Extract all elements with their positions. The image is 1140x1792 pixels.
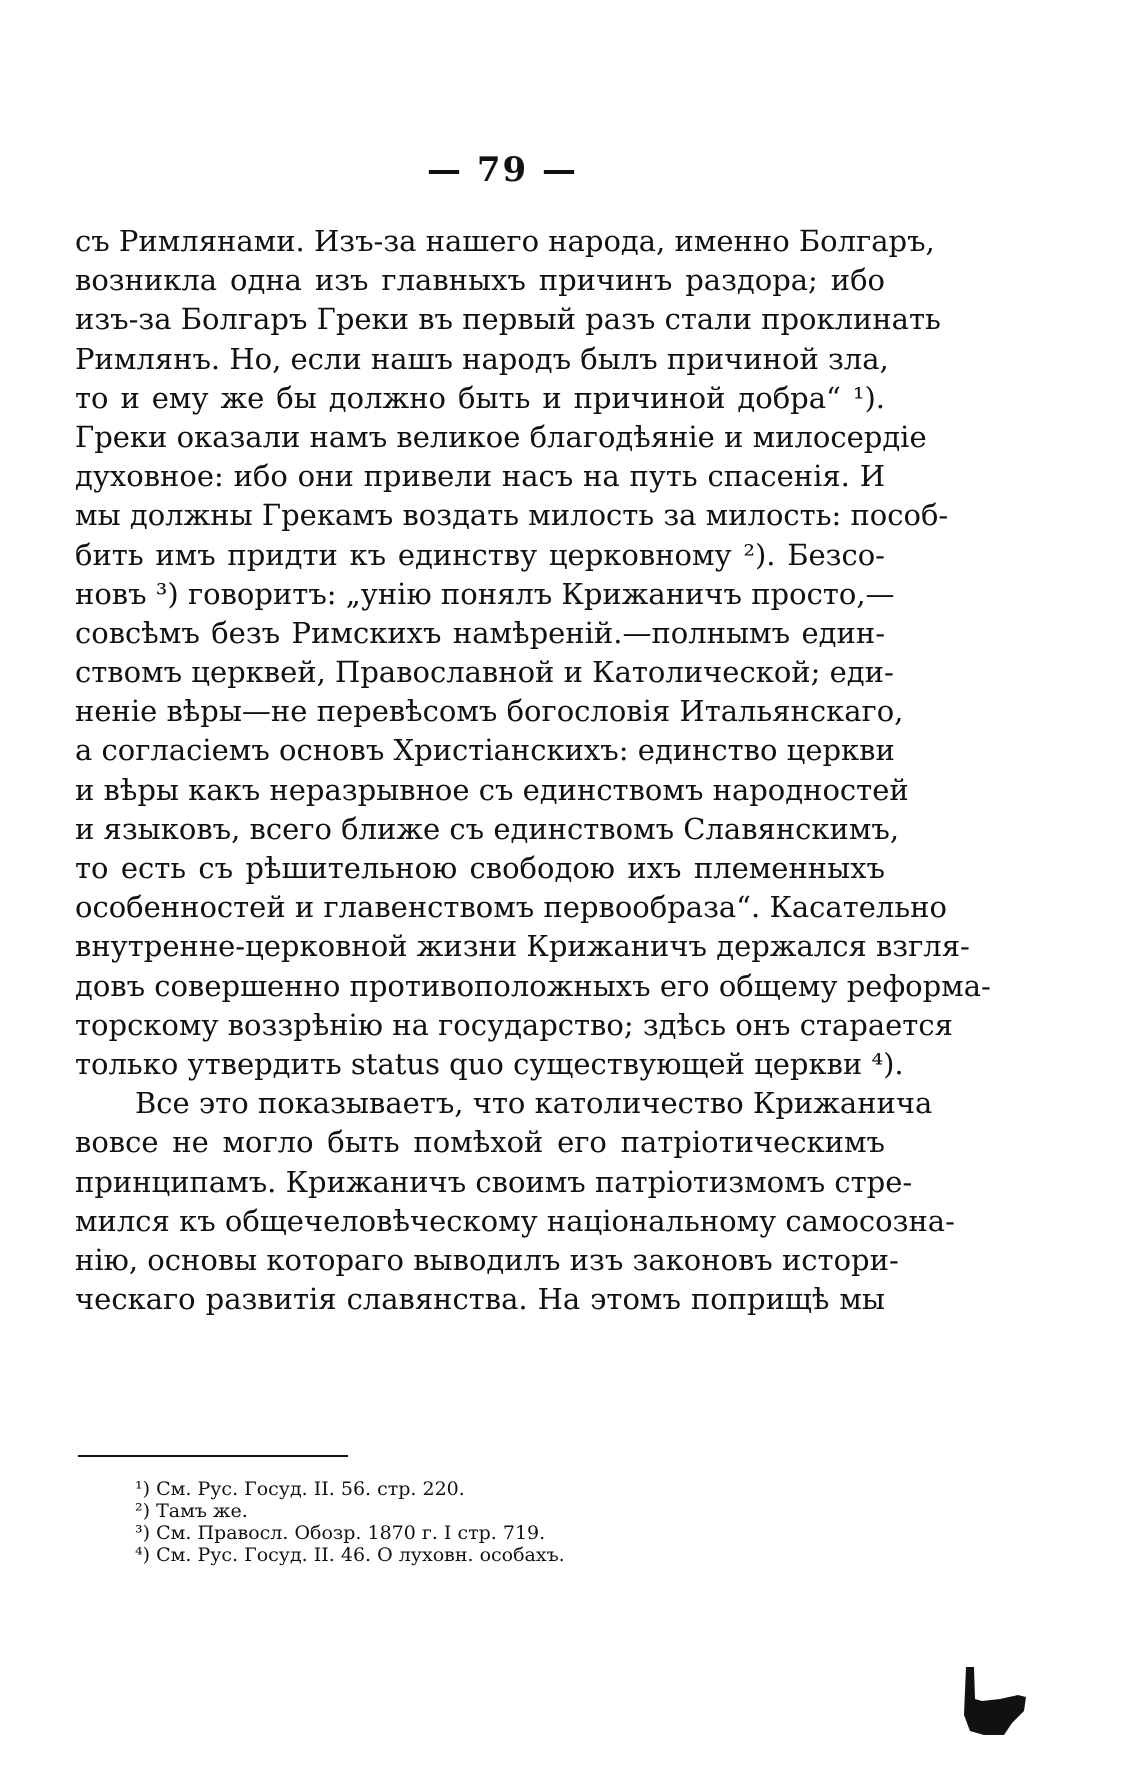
paragraph-first-line: Все это показываетъ, что католичество Крижанича [135, 1086, 933, 1121]
text-line: принципамъ. Крижаничъ своимъ патріотизмомъ стре- [75, 1164, 913, 1199]
footnote: ²) Тамъ же. [135, 1500, 248, 1522]
footnotes [135, 1478, 735, 1566]
text-line: то и ему же бы должно быть и причиной добра“ ¹). [75, 380, 885, 415]
text-line: нію, основы котораго выводилъ изъ законовъ истори- [75, 1242, 899, 1277]
body-text [75, 222, 991, 1319]
text-line: и языковъ, всего ближе съ единствомъ Славянскимъ, [75, 811, 900, 846]
text-line: возникла одна изъ главныхъ причинъ раздора; ибо [75, 263, 885, 298]
footnote-divider [78, 1455, 348, 1457]
text-line: мился къ общечеловѣческому національному самосозна- [75, 1203, 955, 1238]
text-line: ствомъ церквей, Православной и Католической; еди- [75, 655, 894, 690]
text-line: довъ совершенно противоположныхъ его общему реформа- [75, 968, 991, 1003]
footnote: ⁴) См. Рус. Госуд. II. 46. О луховн. особахъ. [135, 1544, 565, 1566]
text-line: особенностей и главенствомъ первообраза“. Касательно [75, 890, 947, 925]
text-line: Греки оказали намъ великое благодѣяніе и милосердіе [75, 419, 927, 454]
text-line: Римлянъ. Но, если нашъ народъ былъ причиной зла, [75, 341, 889, 376]
text-line: мы должны Грекамъ воздать милость за милость: пособ- [75, 498, 949, 533]
text-line: неніе вѣры—не перевѣсомъ богословія Итальянскаго, [75, 694, 904, 729]
text-line: то есть съ рѣшительною свободою ихъ племенныхъ [75, 851, 885, 885]
text-line: и вѣры какъ неразрывное съ единствомъ народностей [75, 772, 909, 807]
page-number: — 79 — [427, 150, 578, 190]
footnote: ³) См. Правосл. Обозр. 1870 г. I стр. 719. [135, 1522, 546, 1544]
text-line: вовсе не могло быть помѣхой его патріотическимъ [75, 1125, 885, 1160]
text-line: внутренне-церковной жизни Крижаничъ держался взгля- [75, 929, 970, 964]
footnote: ¹) См. Рус. Госуд. II. 56. стр. 220. [135, 1478, 465, 1500]
text-line: а согласіемъ основъ Христіанскихъ: единство церкви [75, 733, 895, 768]
text-line: съ Римлянами. Изъ-за нашего народа, именно Болгаръ, [75, 224, 935, 258]
text-line: изъ-за Болгаръ Греки въ первый разъ стали проклинать [75, 302, 941, 337]
text-line: бить имъ придти къ единству церковному ²). Безсо- [75, 537, 885, 572]
text-line: новъ ³) говоритъ: „унію понялъ Крижаничъ просто,— [75, 576, 895, 611]
text-line: духовное: ибо они привели насъ на путь спасенія. И [75, 459, 885, 494]
ink-blot-mark [960, 1665, 1030, 1737]
text-line: ческаго развитія славянства. На этомъ поприщѣ мы [75, 1282, 885, 1317]
text-line: только утвердить status quo существующей церкви ⁴). [75, 1046, 904, 1081]
text-line: торскому воззрѣнію на государство; здѣсь онъ старается [75, 1007, 953, 1042]
text-line: совсѣмъ безъ Римскихъ намѣреній.—полнымъ един- [75, 615, 885, 650]
